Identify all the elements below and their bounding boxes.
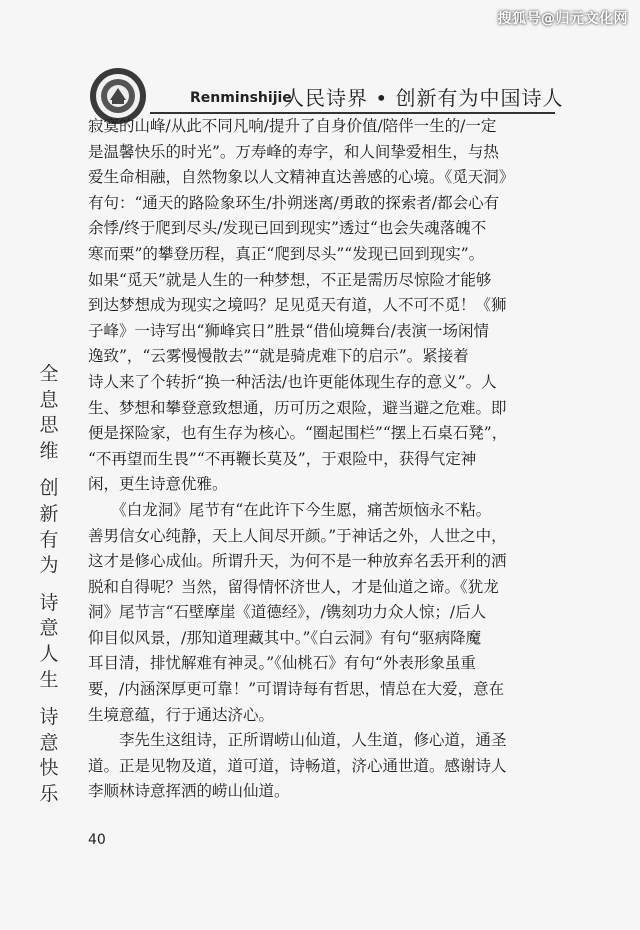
watermark: 搜狐号@归元文化网	[497, 11, 628, 27]
body-line: 生、梦想和攀登意致想通，历可历之艰险，避当避之危难。即	[88, 398, 507, 417]
body-line: 有句：“通天的路险象环生/扑朔迷离/勇敢的探索者/都会心有	[88, 193, 500, 212]
body-line: 《白龙洞》尾节有“在此许下今生愿，痛苦烦恼永不粘。	[88, 500, 492, 519]
side-phrase: 创新有为	[39, 477, 59, 577]
body-line: 李顺林诗意挥洒的崂山仙道。	[88, 782, 290, 801]
body-line: 这才是修心成仙。所谓升天，为何不是一种放弃名丢开利的洒	[88, 552, 507, 571]
body-line: 仰目似风景，/那知道理藏其中。”《白云洞》有句“驱病降魔	[88, 628, 482, 647]
body-line: 洞》尾节言“石壁摩崖《道德经》，/镌刻功力众人惊；/后人	[88, 603, 487, 622]
body-line: 寒而栗”的攀登历程，真正“爬到尽头”“发现已回到现实”。	[88, 244, 485, 263]
body-line: 到达梦想成为现实之境吗？足见觅天有道，人不可不觅！《狮	[88, 296, 507, 315]
body-line: 子峰》一诗写出“狮峰宾日”胜景“借仙境舞台/表演一场闲情	[88, 321, 489, 340]
header-chinese-title: 人民诗界 • 创新有为中国诗人	[284, 86, 564, 110]
body-line: 道。正是见物及道，道可道，诗畅道，济心通世道。感谢诗人	[88, 756, 507, 775]
body-line: 诗人来了个转折“换一种活法/也许更能体现生存的意义”。人	[88, 372, 497, 391]
body-line: 李先生这组诗，正所谓崂山仙道，人生道，修心道，通圣	[88, 731, 507, 750]
body-line: 如果“觅天”就是人生的一种梦想，不正是需历尽惊险才能够	[88, 270, 492, 289]
body-line: 寂寞的山峰/从此不同凡响/提升了自身价值/陪伴一生的/一定	[88, 117, 497, 135]
side-phrase: 诗意快乐	[39, 706, 59, 805]
body-line: “不再望而生畏”“不再鞭长莫及”，于艰险中，获得气定神	[88, 449, 477, 468]
side-phrase: 全息思维	[39, 363, 59, 462]
vertical-side-text	[34, 362, 64, 808]
article-body	[88, 114, 558, 805]
body-line: 逸致”，“云雾慢慢散去”“就是骑虎难下的启示”。紧接着	[88, 347, 469, 366]
body-line: 要，/内涵深厚更可靠！”可谓诗每有哲思，情总在大爱，意在	[88, 680, 505, 699]
header-english-title: Renminshijie	[190, 90, 292, 106]
body-line: 便是探险家，也有生存为核心。“圈起围栏”“摆上石桌石凳”，	[88, 424, 508, 443]
body-line: 脱和自得呢？当然，留得情怀济世人，才是仙道之谛。《犹龙	[88, 577, 499, 596]
body-line: 耳目清，排忧解难有神灵。”《仙桃石》有句“外表形象虽重	[88, 654, 476, 673]
body-line: 闲，更生诗意优雅。	[88, 475, 228, 494]
body-line: 爱生命相融，自然物象以人文精神直达善感的心境。《觅天洞》	[88, 168, 515, 187]
body-line: 生境意蕴，行于通达济心。	[88, 705, 275, 724]
side-phrase: 诗意人生	[39, 591, 59, 691]
body-line: 善男信女心纯静，天上人间尽开颜。”于神话之外，人世之中，	[88, 526, 507, 545]
body-line: 是温馨快乐的时光”。万寿峰的寿字，和人间挚爱相生，与热	[88, 142, 499, 161]
body-line: 余悸/终于爬到尽头/发现已回到现实”透过“也会失魂落魄不	[88, 219, 487, 238]
page-number: 40	[88, 832, 106, 848]
